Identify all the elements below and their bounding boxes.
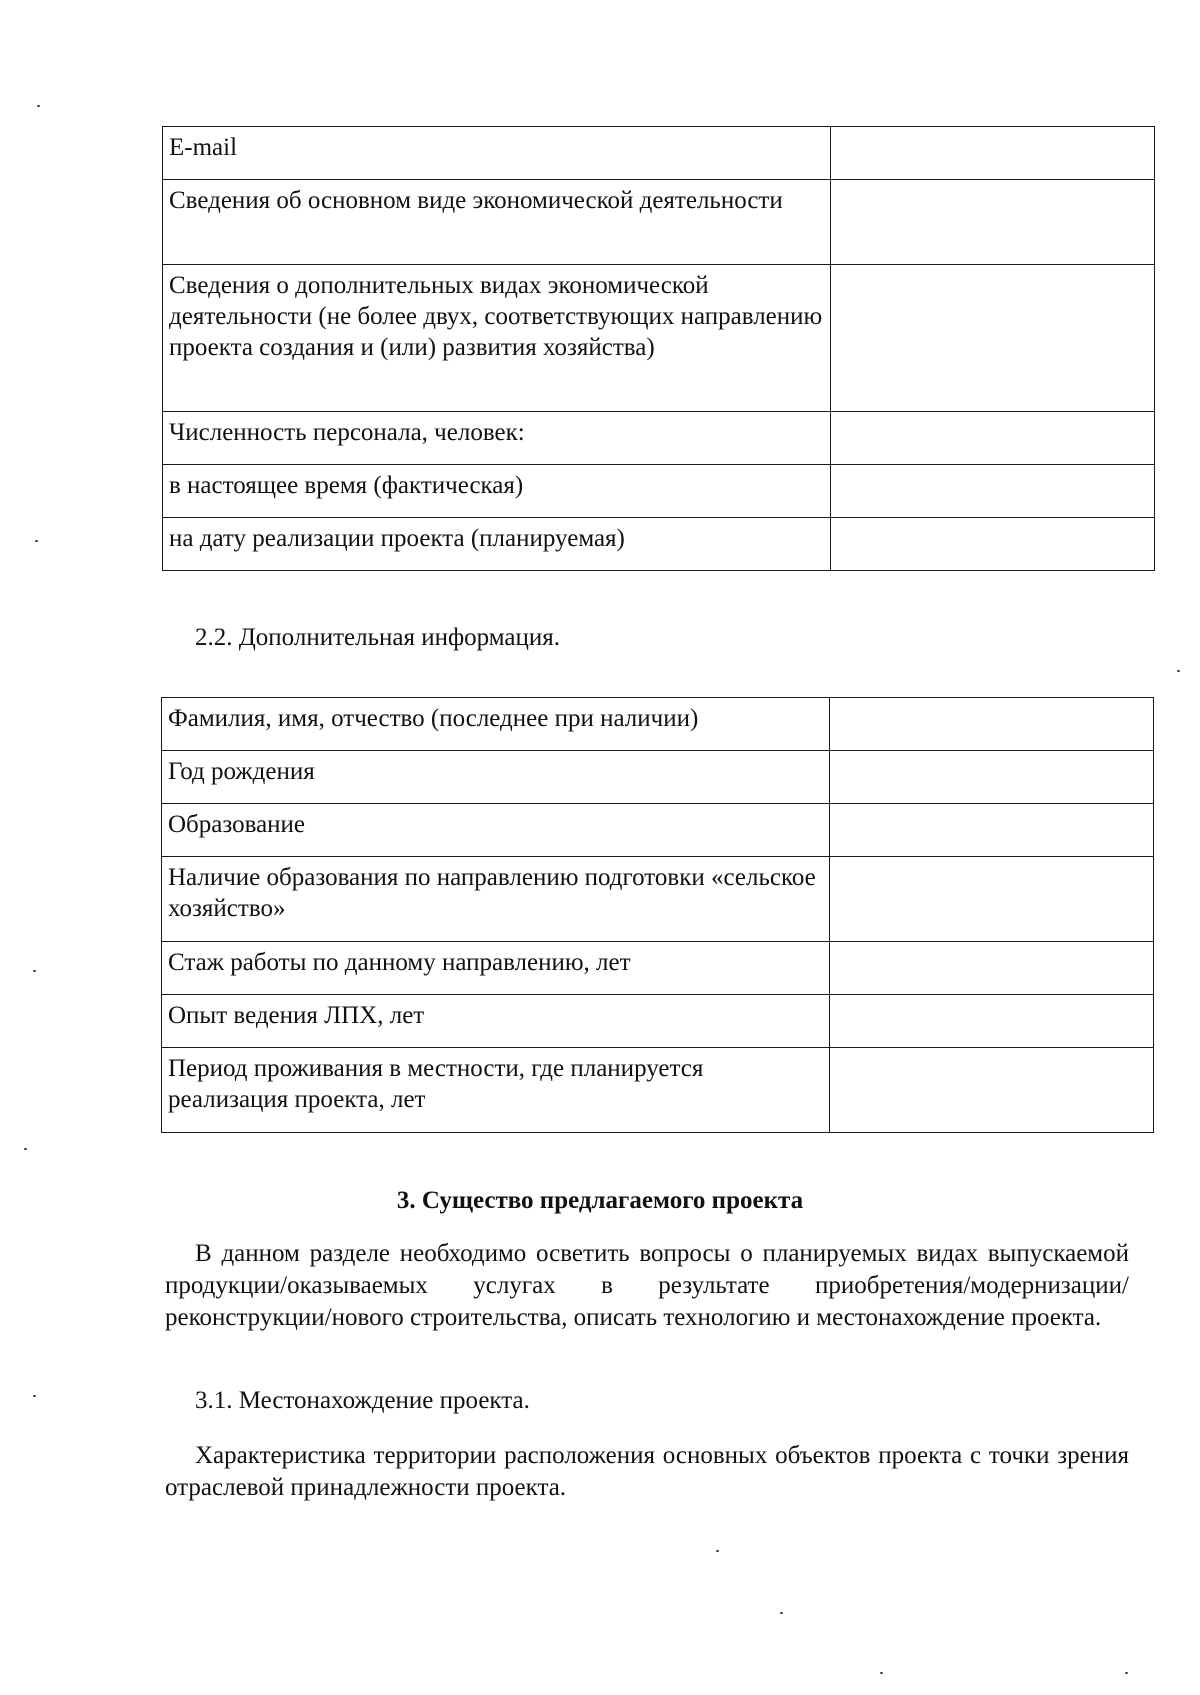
row-label-staff-current: в настоящее время (фактическая)	[163, 465, 831, 518]
table-row	[163, 265, 1155, 412]
row-label-work-experience: Стаж работы по данному направлению, лет	[162, 942, 830, 995]
row-label-full-name: Фамилия, имя, отчество (последнее при наличии)	[162, 698, 830, 751]
table-row	[162, 857, 1154, 942]
table-row	[162, 1048, 1154, 1133]
row-label-staff-count: Численность персонала, человек:	[163, 412, 831, 465]
section-3-intro-paragraph: В данном разделе необходимо осветить вопросы о планируемых видах выпускаемой продукции/оказываемых услугах в результате приобретения/модернизации/реконструкции/нового строительства, описать технологию и местонахождение проекта.	[165, 1240, 1129, 1331]
row-label-agri-education: Наличие образования по направлению подготовки «сельское хозяйство»	[162, 857, 830, 942]
scan-speck	[33, 1395, 36, 1397]
table-row	[163, 518, 1155, 571]
scan-speck	[35, 540, 38, 542]
table-row	[163, 127, 1155, 180]
applicant-info-table	[162, 126, 1155, 571]
email-value-cell[interactable]	[831, 127, 1155, 180]
education-value-cell[interactable]	[830, 804, 1154, 857]
additional-activities-value-cell[interactable]	[831, 265, 1155, 412]
table-row	[162, 942, 1154, 995]
row-label-education: Образование	[162, 804, 830, 857]
table-row	[162, 995, 1154, 1048]
main-activity-value-cell[interactable]	[831, 180, 1155, 265]
section-2-2-heading: 2.2. Дополнительная информация.	[195, 624, 561, 651]
table-row	[162, 804, 1154, 857]
scan-speck	[1125, 1672, 1128, 1674]
table-row	[163, 180, 1155, 265]
staff-planned-value-cell[interactable]	[831, 518, 1155, 571]
staff-count-value-cell[interactable]	[831, 412, 1155, 465]
table-row	[162, 751, 1154, 804]
scan-speck	[24, 1148, 27, 1150]
scan-speck	[880, 1672, 883, 1674]
work-experience-value-cell[interactable]	[830, 942, 1154, 995]
staff-current-value-cell[interactable]	[831, 465, 1155, 518]
row-label-additional-activities: Сведения о дополнительных видах экономической деятельности (не более двух, соответствующих направлению проекта создания и (или) развития хозяйства)	[163, 265, 831, 412]
scan-speck	[33, 970, 36, 972]
scan-speck	[780, 1612, 783, 1614]
table-row	[163, 465, 1155, 518]
row-label-lph-experience: Опыт ведения ЛПХ, лет	[162, 995, 830, 1048]
agri-education-value-cell[interactable]	[830, 857, 1154, 942]
scan-speck	[716, 1550, 719, 1552]
row-label-main-activity: Сведения об основном виде экономической деятельности	[163, 180, 831, 265]
row-label-staff-planned: на дату реализации проекта (планируемая)	[163, 518, 831, 571]
full-name-value-cell[interactable]	[830, 698, 1154, 751]
territory-paragraph: Характеристика территории расположения основных объектов проекта с точки зрения отраслевой принадлежности проекта.	[165, 1442, 1129, 1501]
birth-year-value-cell[interactable]	[830, 751, 1154, 804]
row-label-birth-year: Год рождения	[162, 751, 830, 804]
lph-experience-value-cell[interactable]	[830, 995, 1154, 1048]
table-row	[163, 412, 1155, 465]
additional-info-table	[161, 697, 1154, 1133]
scan-speck	[1177, 670, 1180, 672]
section-3-heading: 3. Существо предлагаемого проекта	[396, 1187, 804, 1214]
section-3-1-heading: 3.1. Местонахождение проекта.	[195, 1387, 530, 1414]
residence-period-value-cell[interactable]	[830, 1048, 1154, 1133]
row-label-email: E-mail	[163, 127, 831, 180]
scan-speck	[37, 105, 40, 107]
table-row	[162, 698, 1154, 751]
row-label-residence-period: Период проживания в местности, где планируется реализация проекта, лет	[162, 1048, 830, 1133]
